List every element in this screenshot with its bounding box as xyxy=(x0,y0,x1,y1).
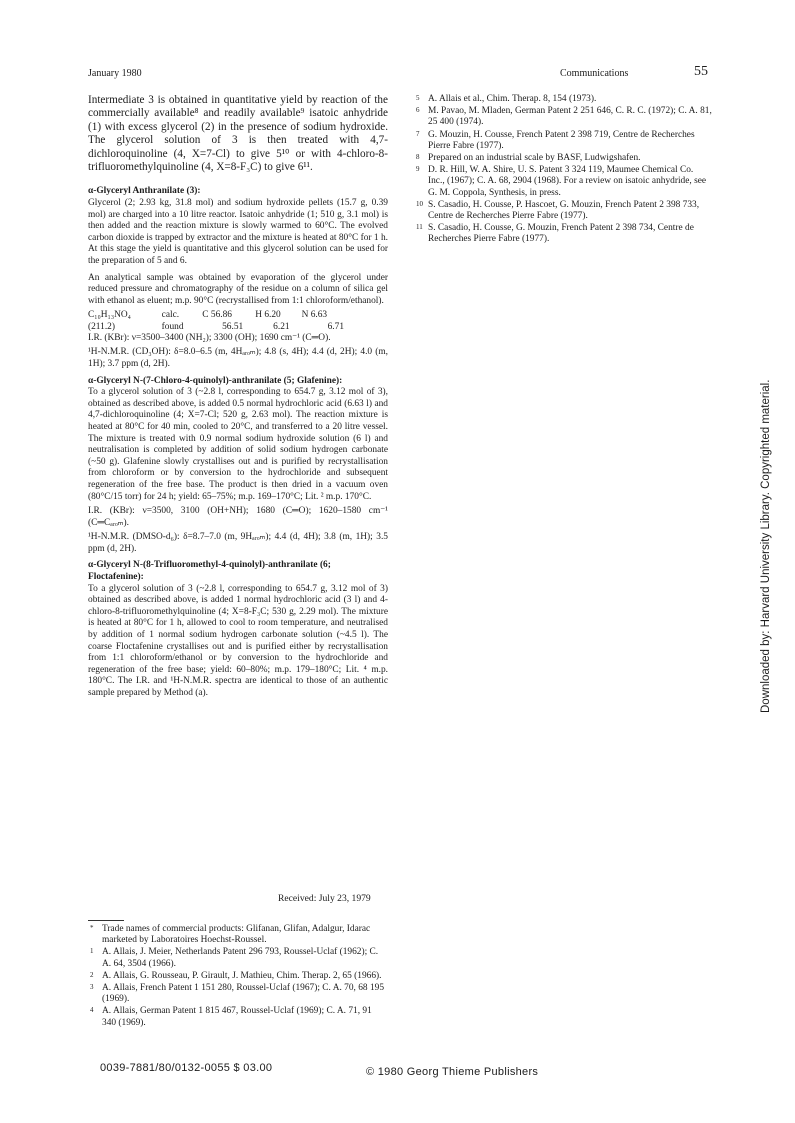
reference-mark: 10 xyxy=(416,199,423,208)
footnote-item xyxy=(88,947,388,969)
section6-heading: α-Glyceryl N-(8-Trifluoromethyl-4-quinolyl)-anthranilate (6; Floctafenine): xyxy=(88,560,331,583)
intro-paragraph: Intermediate 3 is obtained in quantitative yield by reaction of the commercially available⁸ and readily available⁹ isatoic anhydride (1) with excess glycerol (2) in the presence of sodium hydroxide. The glycerol solution of 3 is then treated with 4,7-dichloroquinoline (4, X=7-Cl) to give 5¹⁰ or with 4-chloro-8-trifluoromethylquinoline (4, X=8-F₃C) to give 6¹¹. xyxy=(88,94,388,174)
footnote-mark: * xyxy=(90,924,94,932)
analysis-found-n: 6.71 xyxy=(327,321,344,332)
footnote-item xyxy=(88,1006,388,1028)
section3-analytical: An analytical sample was obtained by evaporation of the glycerol under reduced pressure and chromatography of the residue on a column of silica gel with ethanol as eluent; m.p. 90°C (recrystallised from 1:1 chloroform/ethanol). xyxy=(88,272,388,306)
reference-item xyxy=(414,130,712,152)
analysis-mw: (211.2) xyxy=(88,321,115,332)
footnote-mark: 1 xyxy=(90,947,94,956)
footnote-item xyxy=(88,924,388,946)
reference-text: S. Casadio, H. Cousse, P. Hascoet, G. Mouzin, French Patent 2 398 733, Centre de Recherches Pierre Fabre (1977). xyxy=(428,199,700,222)
reference-text: G. Mouzin, H. Cousse, French Patent 2 398 719, Centre de Recherches Pierre Fabre (1977). xyxy=(428,129,695,151)
analysis-found-row xyxy=(88,322,348,333)
reference-item xyxy=(414,94,712,105)
footnote-divider xyxy=(88,920,124,921)
analysis-calc-n: N 6.63 xyxy=(301,310,328,321)
references-right xyxy=(414,94,712,247)
analysis-found-h: 6.21 xyxy=(273,321,290,332)
footer-code: 0039-7881/80/0132-0055 $ 03.00 xyxy=(100,1062,273,1074)
footnote-item xyxy=(88,971,388,982)
left-column xyxy=(88,94,388,703)
section3-nmr: ¹H-N.M.R. (CD₃OH): δ=8.0–6.5 (m, 4Hₐᵣₒₘ); 4.8 (s, 4H); 4.4 (d, 2H); 4.0 (m, 1H); 3.7 ppm (d, 2H). xyxy=(88,347,388,369)
section5-heading: α-Glyceryl N-(7-Chloro-4-quinolyl)-anthranilate (5; Glafenine): xyxy=(88,375,343,386)
footnotes-list xyxy=(88,924,388,1030)
analysis-calc-row xyxy=(88,310,348,321)
analysis-calc-c: C 56.86 xyxy=(202,310,232,321)
analysis-found-c: 56.51 xyxy=(222,321,244,332)
analysis-formula: C₁₀H₁₃NO₄ xyxy=(88,310,131,321)
footnote-text: A. Allais, G. Rousseau, P. Girault, J. Mathieu, Chim. Therap. 2, 65 (1966). xyxy=(102,970,382,981)
reference-text: M. Pavao, M. Mladen, German Patent 2 251 646, C. R. C. (1972); C. A. 81, 25 400 (1974). xyxy=(428,106,712,128)
reference-item xyxy=(414,153,712,164)
footnote-text: A. Allais, German Patent 1 815 467, Roussel-Uclaf (1969); C. A. 71, 91 340 (1969). xyxy=(102,1006,372,1028)
footnote-text: A. Allais, J. Meier, Netherlands Patent 296 793, Roussel-Uclaf (1962); C. A. 64, 3504 (1966). xyxy=(102,947,379,969)
reference-mark: 9 xyxy=(416,165,420,174)
footnote-text: Trade names of commercial products: Glifanan, Glifan, Adalgur, Idarac marketed by Laboratoires Hoechst-Roussel. xyxy=(102,924,371,946)
footnote-text: A. Allais, French Patent 1 151 280, Roussel-Uclaf (1967); C. A. 70, 68 195 (1969). xyxy=(102,983,385,1005)
reference-item xyxy=(414,223,712,245)
elemental-analysis xyxy=(88,310,348,332)
section6-procedure: To a glycerol solution of 3 (~2.8 l, corresponding to 654.7 g, 3.12 mol of 3) obtained as described above, is added 1 normal hydrochloric acid (3 l) and 4-chloro-8-trifluoromethylquinoline (4; X=8-F₃C; 530 g, 2.29 mol). The mixture is heated at 80°C for 1 h, allowed to cool to room temperature, and neutralised by addition of 1 normal sodium hydrogen carbonate solution (~4.5 l). The coarse Floctafenine crystallises out and is purified either by recrystallisation from 1:1 chloroform/ethanol or by conversion to the hydrochloride and regeneration of the free base; yield: 60–80%; m.p. 179–180°C; Lit. ⁴ m.p. 180°C. The I.R. and ¹H-N.M.R. spectra are identical to those of an authentic sample prepared by Method (a). xyxy=(88,583,388,698)
header-date: January 1980 xyxy=(88,68,142,79)
reference-mark: 5 xyxy=(416,94,420,102)
footer-copyright: © 1980 Georg Thieme Publishers xyxy=(366,1066,539,1078)
footnote-mark: 4 xyxy=(90,1006,94,1015)
section3-ir: I.R. (KBr): ν=3500–3400 (NH₂); 3300 (OH); 1690 cm⁻¹ (C═O). xyxy=(88,332,331,343)
reference-text: Prepared on an industrial scale by BASF, Ludwigshafen. xyxy=(428,153,641,164)
section3-heading: α-Glyceryl Anthranilate (3): xyxy=(88,186,201,197)
footnote-mark: 3 xyxy=(90,983,94,992)
reference-text: A. Allais et al., Chim. Therap. 8, 154 (1973). xyxy=(428,94,597,104)
reference-item xyxy=(414,165,712,199)
reference-item xyxy=(414,106,712,128)
reference-text: S. Casadio, H. Cousse, G. Mouzin, French Patent 2 398 734, Centre de Recherches Pierre Fabre (1977). xyxy=(428,223,694,245)
section5-procedure: To a glycerol solution of 3 (~2.8 l, corresponding to 654.7 g, 3.12 mol of 3), obtained as described above, is added 0.5 normal hydrochloric acid (6.63 l) and 4,7-dichloroquinoline (4; X=7-Cl; 520 g, 2.63 mol). The reaction mixture is heated at 80°C for 40 min, cooled to 20°C, and transferred to a 20 litre vessel. The mixture is treated with 0.9 normal sodium hydroxide solution (6 l) and neutralisation is completed by addition of solid sodium hydrogen carbonate (~50 g). Glafenine slowly crystallises out and is purified by recrystallisation from chloroform or by conversion to the hydrochloride and subsequent regeneration of the free base. The product is then dried in a vacuum oven (80°C/15 torr) for 24 h; yield: 65–75%; m.p. 169–170°C; Lit. ² m.p. 170°C. xyxy=(88,387,388,502)
analysis-calc-h: H 6.20 xyxy=(255,310,281,321)
footnote-mark: 2 xyxy=(90,970,94,979)
reference-item xyxy=(414,200,712,222)
analysis-calc-label: calc. xyxy=(161,310,180,321)
reference-mark: 6 xyxy=(416,106,420,115)
analysis-found-label: found xyxy=(161,321,184,332)
received-date: Received: July 23, 1979 xyxy=(278,893,371,904)
reference-mark: 8 xyxy=(416,153,420,162)
section3-procedure: Glycerol (2; 2.93 kg, 31.8 mol) and sodium hydroxide pellets (15.7 g, 0.39 mol) are charged into a 10 litre reactor. Isatoic anhydride (1; 510 g, 3.1 mol) is then added and the reaction mixture is slowly warmed to 60°C. The evolved carbon dioxide is trapped by extractor and the mixture is heated at 80°C for 1 h. At this stage the yield is quantitative and this glycerol solution can be used for the preparation of 5 and 6. xyxy=(88,198,388,266)
reference-mark: 7 xyxy=(416,129,420,138)
reference-text: D. R. Hill, W. A. Shire, U. S. Patent 3 324 119, Maumee Chemical Co. Inc., (1967); C. A. 68, 2904 (1968). For a review on isatoic anhydride, see G. M. Coppola, Synthesis, in press. xyxy=(428,165,707,198)
download-notice: Downloaded by: Harvard University Library. Copyrighted material. xyxy=(760,379,772,713)
section5-nmr: ¹H-N.M.R. (DMSO-d₆): δ=8.7–7.0 (m, 9Hₐᵣₒₘ); 4.4 (d, 4H); 3.8 (m, 1H); 3.5 ppm (d, 2H). xyxy=(88,532,388,554)
header-section: Communications xyxy=(560,68,629,79)
reference-mark: 11 xyxy=(416,223,423,232)
page-number: 55 xyxy=(694,64,708,79)
section5-ir: I.R. (KBr): ν=3500, 3100 (OH+NH); 1680 (C═O); 1620–1580 cm⁻¹ (C═Cₐᵣₒₘ). xyxy=(88,506,388,528)
footnote-item xyxy=(88,983,388,1005)
